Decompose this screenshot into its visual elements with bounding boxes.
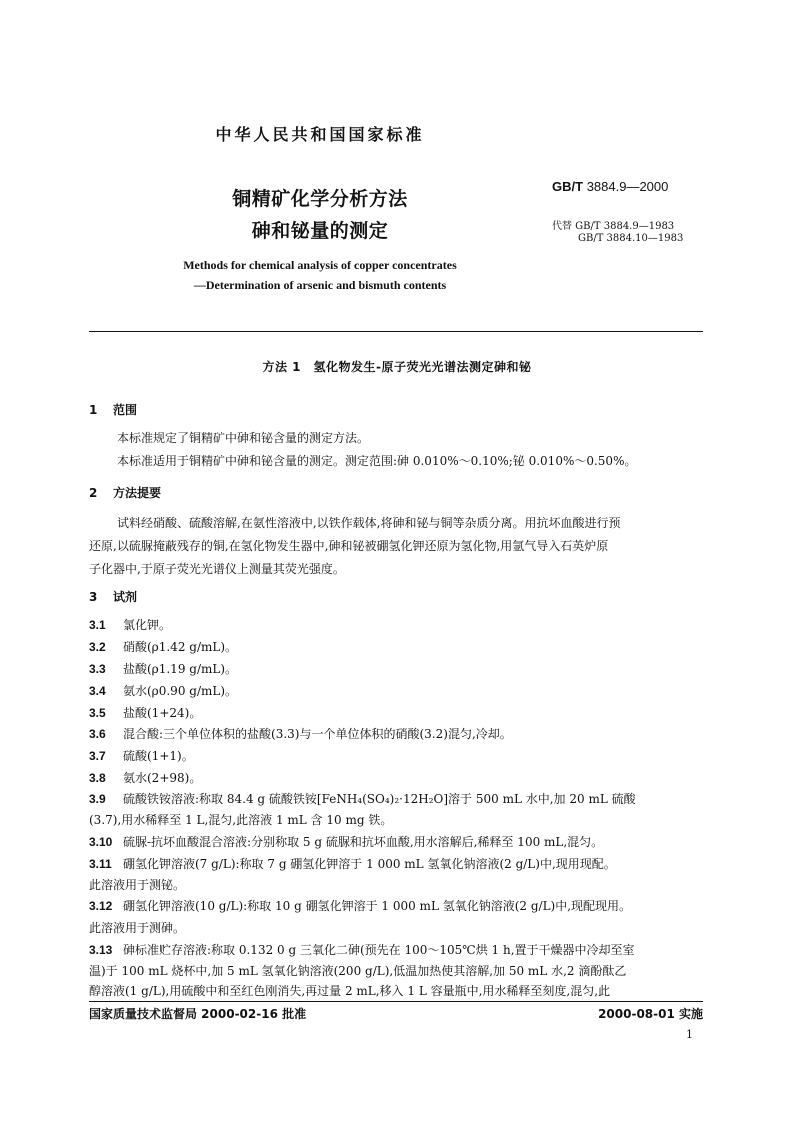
reagent-text: 混合酸:三个单位体积的盐酸(3.3)与一个单位体积的硝酸(3.2)混匀,冷却。: [123, 727, 512, 741]
reagent-number: 3.12: [89, 899, 113, 913]
reagent-number: 3.5: [89, 706, 106, 720]
section-3-heading: [89, 588, 137, 605]
reagent-number: 3.4: [89, 684, 106, 698]
section-1-para-2: 本标准适用于铜精矿中砷和铋含量的测定。测定范围:砷 0.010%～0.10%;铋 0.010%～0.50%。: [117, 454, 637, 468]
reagent-number: 3.3: [89, 662, 106, 676]
reagent-item: [89, 724, 703, 745]
reagent-text: 硼氢化钾溶液(10 g/L):称取 10 g 硼氢化钾溶于 1 000 mL 氢氧化钠溶液(2 g/L)中,现配现用。: [123, 899, 632, 913]
reagent-item: [89, 832, 703, 853]
reagent-text: 硫脲-抗坏血酸混合溶液:分别称取 5 g 硫脲和抗坏血酸,用水溶解后,稀释至 100 mL,混匀。: [123, 835, 604, 849]
section-1-number: 1: [89, 403, 98, 417]
reagent-item: [89, 703, 703, 724]
title-line-1: 铜精矿化学分析方法: [232, 188, 408, 210]
reagent-number: 3.10: [89, 835, 113, 849]
reagent-number: 3.6: [89, 727, 106, 741]
reagent-text: 氯化钾。: [123, 618, 172, 632]
reagent-number: 3.13: [89, 943, 113, 957]
replaces-line-1: 代替 GB/T 3884.9—1983: [552, 221, 675, 232]
reagent-item: [89, 768, 703, 789]
section-2-number: 2: [89, 486, 98, 500]
effective-date: 2000-08-01 实施: [598, 1007, 703, 1021]
reagent-text: 盐酸(ρ1.19 g/mL)。: [123, 662, 238, 676]
reagent-item: [89, 746, 703, 767]
header-divider: [89, 331, 703, 332]
reagent-text: 砷标准贮存溶液:称取 0.132 0 g 三氧化二砷(预先在 100～105℃烘 1 h,置于干燥器中冷却至室: [123, 943, 635, 957]
reagent-item: [89, 896, 703, 917]
reagent-item: [89, 659, 703, 680]
reagent-continuation: 温)于 100 mL 烧杯中,加 5 mL 氢氧化钠溶液(200 g/L),低温加热使其溶解,加 50 mL 水,2 滴酚酞乙: [89, 964, 627, 978]
standard-prefix: GB/T: [552, 179, 584, 194]
replaces-block: [552, 221, 683, 245]
reagent-number: 3.1: [89, 618, 106, 632]
section-2-line-3: 子化器中,于原子荧光光谱仪上测量其荧光强度。: [89, 562, 345, 576]
method-title: 方法 1 氢化物发生-原子荧光光谱法测定砷和铋: [262, 360, 532, 374]
section-2-heading: [89, 484, 161, 501]
reagent-item: [89, 789, 703, 810]
reagent-text: 硝酸(ρ1.42 g/mL)。: [123, 640, 238, 654]
reagent-number: 3.9: [89, 792, 106, 806]
reagent-text: 硫酸(1+1)。: [123, 749, 194, 763]
reagent-number: 3.8: [89, 771, 106, 785]
reagent-number: 3.2: [89, 640, 106, 654]
reagent-number: 3.7: [89, 749, 106, 763]
section-3-title: 试剂: [113, 590, 138, 604]
section-3-number: 3: [89, 590, 98, 604]
standard-code: 3884.9—2000: [586, 179, 669, 194]
issuer-approval: 国家质量技术监督局 2000-02-16 批准: [89, 1007, 307, 1021]
reagent-continuation: 此溶液用于测砷。: [89, 921, 186, 935]
reagent-item: [89, 615, 703, 636]
reagent-continuation: 此溶液用于测铋。: [89, 878, 186, 892]
section-2-line-1: 试料经硝酸、硫酸溶解,在氨性溶液中,以铁作载体,将砷和铋与铜等杂质分离。用抗坏血酸进行预: [117, 516, 621, 530]
english-title-line-2: —Determination of arsenic and bismuth contents: [193, 278, 447, 292]
reagent-number: 3.11: [89, 857, 112, 871]
reagent-item: [89, 681, 703, 702]
reagent-item: [89, 940, 703, 961]
section-2-title: 方法提要: [113, 486, 162, 500]
reagent-continuation: (3.7),用水稀释至 1 L,混匀,此溶液 1 mL 含 10 mg 铁。: [89, 813, 393, 827]
english-title-line-1: Methods for chemical analysis of copper concentrates: [183, 258, 457, 272]
reagent-text: 盐酸(1+24)。: [123, 706, 202, 720]
reagent-text: 氨水(ρ0.90 g/mL)。: [123, 684, 238, 698]
section-1-heading: [89, 401, 137, 418]
page-number: 1: [686, 1028, 693, 1041]
reagent-text: 硫酸铁铵溶液:称取 84.4 g 硫酸铁铵[FeNH₄(SO₄)₂·12H₂O]溶于 500 mL 水中,加 20 mL 硫酸: [123, 792, 636, 806]
reagent-text: 硼氢化钾溶液(7 g/L):称取 7 g 硼氢化钾溶于 1 000 mL 氢氧化钠溶液(2 g/L)中,现用现配。: [123, 857, 616, 871]
section-1-title: 范围: [113, 403, 138, 417]
title-line-2: 砷和铋量的测定: [251, 220, 389, 242]
section-1-para-1: 本标准规定了铜精矿中砷和铋含量的测定方法。: [117, 431, 370, 445]
reagent-continuation: 醇溶液(1 g/L),用硫酸中和至红色刚消失,再过量 2 mL,移入 1 L 容量瓶中,用水稀释至刻度,混匀,此: [89, 984, 611, 998]
section-2-line-2: 还原,以硫脲掩蔽残存的铜,在氢化物发生器中,砷和铋被硼氢化钾还原为氢化物,用氩气导入石英炉原: [89, 539, 609, 553]
replaces-line-2: GB/T 3884.10—1983: [578, 233, 684, 244]
reagent-item: [89, 637, 703, 658]
reagent-text: 氨水(2+98)。: [123, 771, 202, 785]
footer-divider: [89, 1001, 703, 1002]
reagent-item: [89, 854, 703, 875]
national-standard-heading: 中华人民共和国国家标准: [215, 125, 425, 144]
